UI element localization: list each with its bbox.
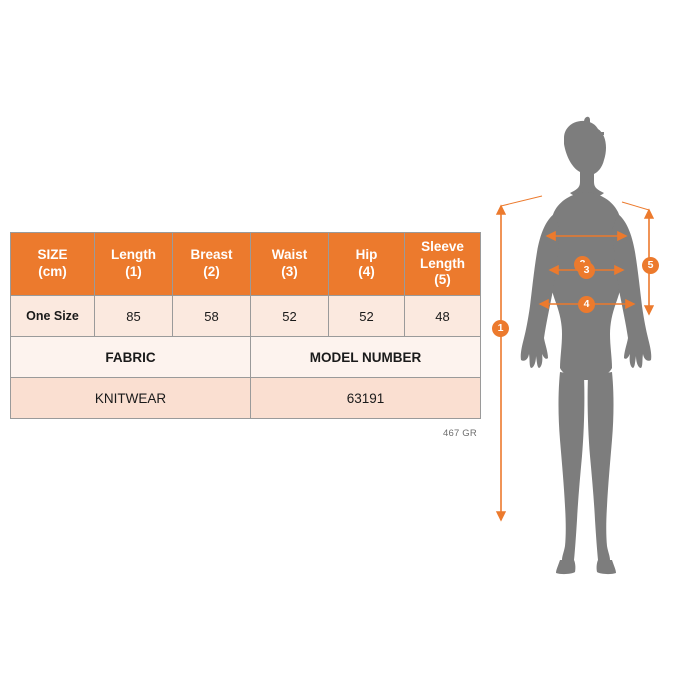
- header-cell-length: [95, 233, 173, 296]
- header-sleeve-line1: Sleeve: [421, 238, 464, 254]
- cell-breast-value: 58: [173, 296, 251, 337]
- header-cell-breast: [173, 233, 251, 296]
- header-cell-waist: [251, 233, 329, 296]
- marker-3-badge: 3: [578, 262, 595, 279]
- female-silhouette-shape: [521, 117, 652, 574]
- cell-fabric-value: KNITWEAR: [11, 378, 251, 419]
- cell-model-value: 63191: [251, 378, 481, 419]
- table-row-labels: [11, 337, 481, 378]
- cell-size-value: One Size: [11, 296, 95, 337]
- header-sleeve-line2: Length: [420, 255, 465, 271]
- header-breast-line2: (2): [203, 264, 220, 279]
- measurement-figure: [490, 110, 690, 580]
- header-size-line1: SIZE: [37, 247, 68, 263]
- header-hip-line1: Hip: [355, 247, 378, 263]
- header-length-line2: (1): [125, 264, 142, 279]
- header-hip-line2: (4): [358, 264, 375, 279]
- header-waist-line2: (3): [281, 264, 298, 279]
- marker-4-badge: 4: [578, 296, 595, 313]
- cell-fabric-label: FABRIC: [11, 337, 251, 378]
- header-cell-size: [11, 233, 95, 296]
- cell-length-value: 85: [95, 296, 173, 337]
- marker-5-badge: 5: [642, 257, 659, 274]
- cell-waist-value: 52: [251, 296, 329, 337]
- cell-sleeve-value: 48: [405, 296, 481, 337]
- marker-1-badge: 1: [492, 320, 509, 337]
- table-row-values: [11, 378, 481, 419]
- cell-hip-value: 52: [329, 296, 405, 337]
- table-row: [11, 296, 481, 337]
- header-cell-hip: [329, 233, 405, 296]
- header-size-line2: (cm): [38, 264, 67, 279]
- cell-model-label: MODEL NUMBER: [251, 337, 481, 378]
- size-chart-table: [10, 232, 481, 419]
- measure-guide-top: [501, 196, 542, 206]
- header-cell-sleeve: [405, 233, 481, 296]
- weight-note: 467 GR: [443, 428, 477, 439]
- header-sleeve-line3: (5): [434, 272, 451, 288]
- measure-guide-shoulder: [622, 202, 649, 210]
- header-breast-line1: Breast: [190, 247, 233, 263]
- header-waist-line1: Waist: [271, 247, 308, 263]
- header-length-line1: Length: [111, 247, 156, 263]
- table-header-row: [11, 233, 481, 296]
- mannequin-illustration: [490, 110, 690, 580]
